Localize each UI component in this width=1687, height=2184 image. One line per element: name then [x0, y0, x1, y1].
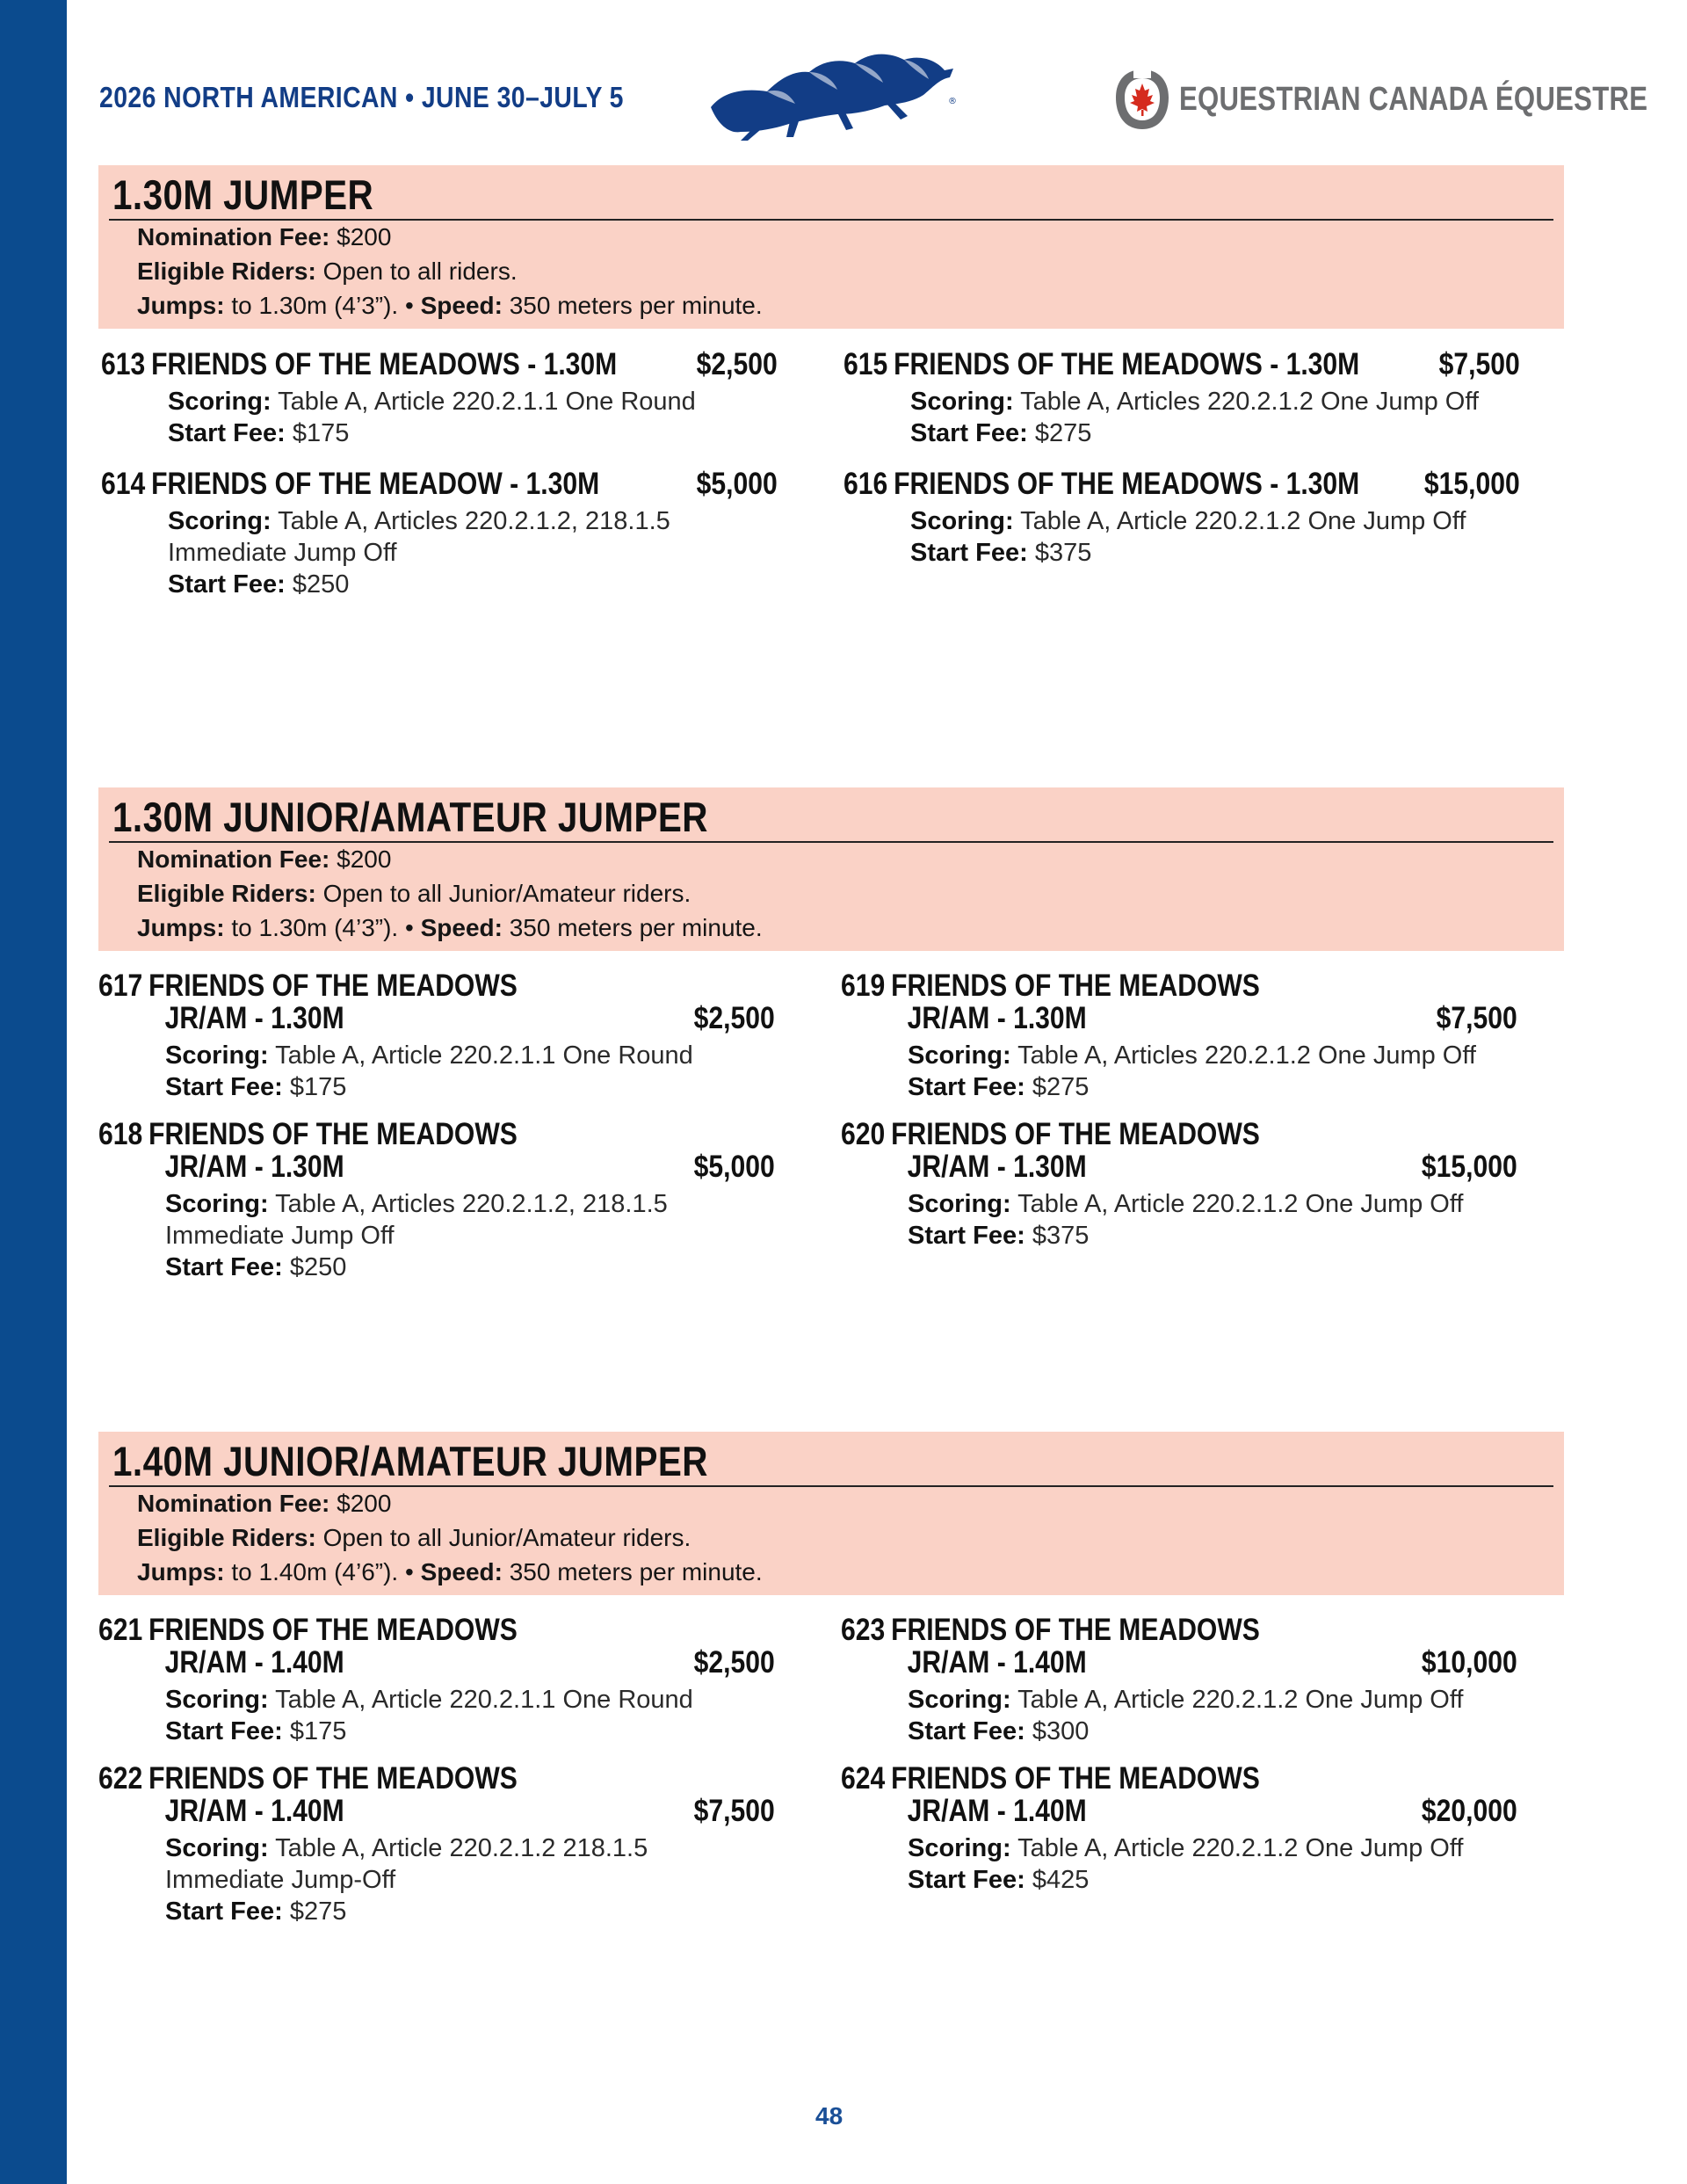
class-621: 621 FRIENDS OF THE MEADOWS JR/AM - 1.40M $2,500 Scoring: Table A, Article 220.2.1.1 One Round Start Fee: $175	[98, 1613, 775, 1745]
class-613: 613 FRIENDS OF THE MEADOWS - 1.30M $2,500 Scoring: Table A, Article 220.2.1.1 One Round Start Fee: $175	[101, 347, 778, 447]
left-color-bar	[0, 0, 67, 2184]
section-band-130m-jr-am	[98, 787, 1564, 951]
class-623: 623 FRIENDS OF THE MEADOWS JR/AM - 1.40M $10,000 Scoring: Table A, Article 220.2.1.2 One Jump Off Start Fee: $300	[841, 1613, 1517, 1745]
horseshoe-maple-icon	[1114, 68, 1170, 131]
section-details: Nomination Fee: $200 Eligible Riders: Open to all Junior/Amateur riders. Jumps: to 1.30m (4’3”). • Speed: 350 meters per minute.	[137, 845, 763, 941]
class-620: 620 FRIENDS OF THE MEADOWS JR/AM - 1.30M $15,000 Scoring: Table A, Article 220.2.1.2 One Jump Off Start Fee: $375	[841, 1117, 1517, 1250]
class-622: 622 FRIENDS OF THE MEADOWS JR/AM - 1.40M $7,500 Scoring: Table A, Article 220.2.1.2 218.1.5 Immediate Jump-Off Start Fee: $275	[98, 1761, 775, 1926]
horses-logo	[706, 53, 969, 145]
section-details: Nomination Fee: $200 Eligible Riders: Open to all Junior/Amateur riders. Jumps: to 1.40m (4’6”). • Speed: 350 meters per minute.	[137, 1490, 763, 1585]
equestrian-canada-wordmark: EQUESTRIAN CANADA ÉQUESTRE	[1179, 80, 1648, 118]
equestrian-canada-logo	[1114, 68, 1687, 131]
class-615: 615 FRIENDS OF THE MEADOWS - 1.30M $7,500 Scoring: Table A, Articles 220.2.1.2 One Jump Off Start Fee: $275	[844, 347, 1520, 447]
event-header: 2026 NORTH AMERICAN • JUNE 30–JULY 5	[99, 81, 624, 113]
class-619: 619 FRIENDS OF THE MEADOWS JR/AM - 1.30M $7,500 Scoring: Table A, Articles 220.2.1.2 One Jump Off Start Fee: $275	[841, 969, 1517, 1101]
section-band-140m-jr-am	[98, 1432, 1564, 1595]
section-title: 1.40M JUNIOR/AMATEUR JUMPER	[112, 1438, 708, 1484]
class-617: 617 FRIENDS OF THE MEADOWS JR/AM - 1.30M $2,500 Scoring: Table A, Article 220.2.1.1 One Round Start Fee: $175	[98, 969, 775, 1101]
section-title: 1.30M JUMPER	[112, 171, 374, 218]
class-624: 624 FRIENDS OF THE MEADOWS JR/AM - 1.40M $20,000 Scoring: Table A, Article 220.2.1.2 One Jump Off Start Fee: $425	[841, 1761, 1517, 1894]
registered-mark: ®	[948, 97, 957, 106]
section-title: 1.30M JUNIOR/AMATEUR JUMPER	[112, 794, 708, 840]
class-616: 616 FRIENDS OF THE MEADOWS - 1.30M $15,000 Scoring: Table A, Article 220.2.1.2 One Jump Off Start Fee: $375	[844, 467, 1520, 567]
class-618: 618 FRIENDS OF THE MEADOWS JR/AM - 1.30M $5,000 Scoring: Table A, Articles 220.2.1.2, 218.1.5 Immediate Jump Off Start Fee: $250	[98, 1117, 775, 1281]
section-band-130m-jumper	[98, 165, 1564, 329]
section-details: Nomination Fee: $200 Eligible Riders: Open to all riders. Jumps: to 1.30m (4’3”). • Speed: 350 meters per minute.	[137, 223, 763, 319]
page-number: 48	[815, 2102, 844, 2130]
class-614: 614 FRIENDS OF THE MEADOW - 1.30M $5,000 Scoring: Table A, Articles 220.2.1.2, 218.1.5 Immediate Jump Off Start Fee: $250	[101, 467, 778, 599]
